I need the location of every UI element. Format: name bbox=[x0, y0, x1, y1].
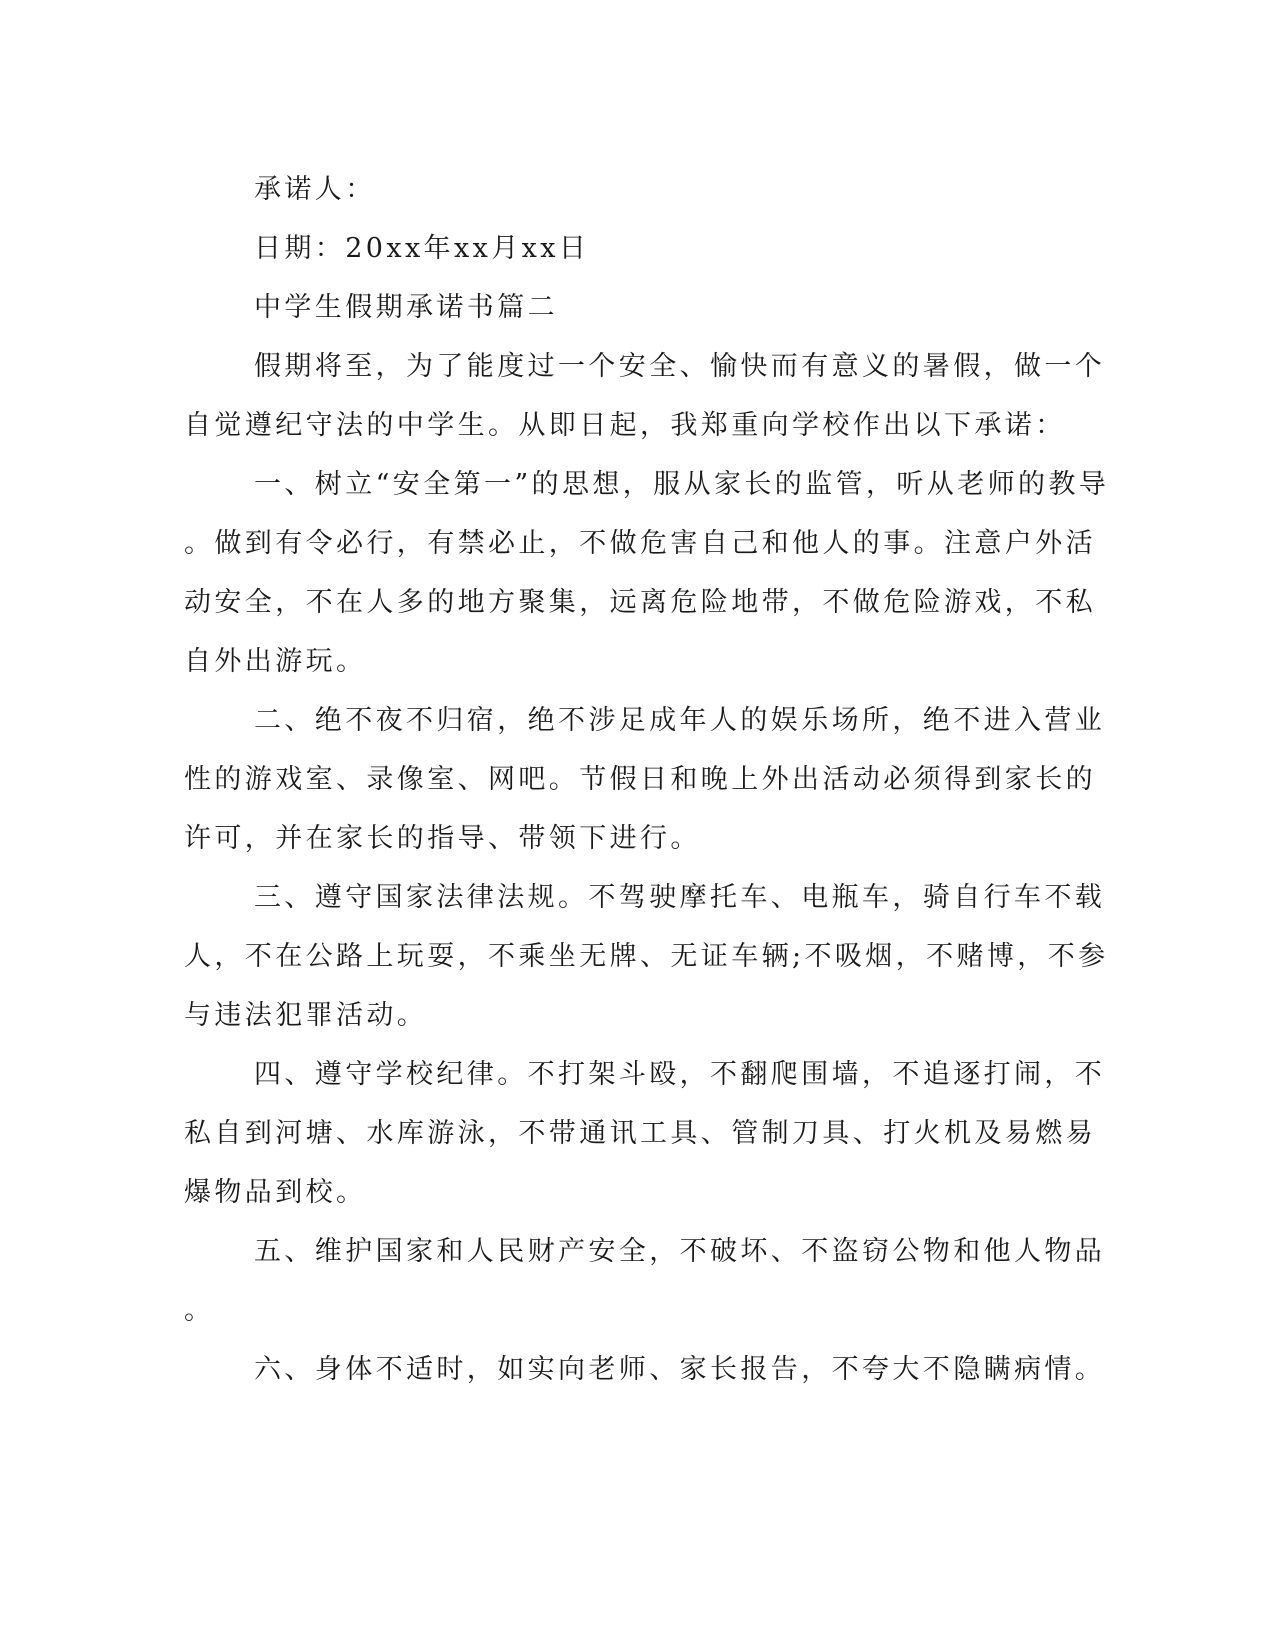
paragraph-line: 一、树立“安全第一”的思想，服从家长的监管，听从老师的教导 bbox=[254, 469, 1110, 500]
section-title: 中学生假期承诺书篇二 bbox=[254, 292, 558, 323]
commitment-item-2 bbox=[184, 691, 1106, 868]
paragraph-line: 。做到有令必行，有禁必止，不做危害自己和他人的事。注意户外活 bbox=[184, 528, 1096, 559]
paragraph-line: 。 bbox=[184, 1295, 215, 1326]
date-line: 日期：20xx年xx月xx日 bbox=[254, 233, 590, 264]
paragraph-line: 五、维护国家和人民财产安全，不破坏、不盗窃公物和他人物品 bbox=[254, 1236, 1106, 1267]
paragraph-line: 二、绝不夜不归宿，绝不涉足成年人的娱乐场所，绝不进入营业 bbox=[254, 705, 1106, 736]
document-body bbox=[184, 160, 1110, 1399]
commitment-item-3 bbox=[184, 868, 1109, 1045]
paragraph-line: 私自到河塘、水库游泳，不带通讯工具、管制刀具、打火机及易燃易 bbox=[184, 1118, 1096, 1149]
paragraph-line: 人，不在公路上玩耍，不乘坐无牌、无证车辆;不吸烟，不赌博，不参 bbox=[184, 941, 1109, 972]
paragraph-line: 六、身体不适时，如实向老师、家长报告，不夸大不隐瞒病情。 bbox=[254, 1354, 1106, 1385]
paragraph-line: 四、遵守学校纪律。不打架斗殴，不翻爬围墙，不追逐打闹，不 bbox=[254, 1059, 1106, 1090]
commitment-item-1 bbox=[184, 455, 1110, 691]
paragraph-line: 动安全，不在人多的地方聚集，远离危险地带，不做危险游戏，不私 bbox=[184, 587, 1096, 618]
commitment-item-6 bbox=[184, 1340, 1106, 1399]
paragraph-line: 性的游戏室、录像室、网吧。节假日和晚上外出活动必须得到家长的 bbox=[184, 764, 1096, 795]
intro-paragraph bbox=[184, 337, 1106, 455]
commitment-item-4 bbox=[184, 1045, 1106, 1222]
paragraph-line: 许可，并在家长的指导、带领下进行。 bbox=[184, 823, 701, 854]
commitment-item-5 bbox=[184, 1222, 1106, 1340]
paragraph-line: 假期将至，为了能度过一个安全、愉快而有意义的暑假，做一个 bbox=[254, 351, 1106, 382]
paragraph-line: 三、遵守国家法律法规。不驾驶摩托车、电瓶车，骑自行车不载 bbox=[254, 882, 1106, 913]
paragraph-line: 与违法犯罪活动。 bbox=[184, 1000, 428, 1031]
signatory-label: 承诺人： bbox=[254, 174, 376, 205]
paragraph-line: 自觉遵纪守法的中学生。从即日起，我郑重向学校作出以下承诺： bbox=[184, 410, 1066, 441]
paragraph-line: 爆物品到校。 bbox=[184, 1177, 367, 1208]
paragraph-line: 自外出游玩。 bbox=[184, 646, 367, 677]
